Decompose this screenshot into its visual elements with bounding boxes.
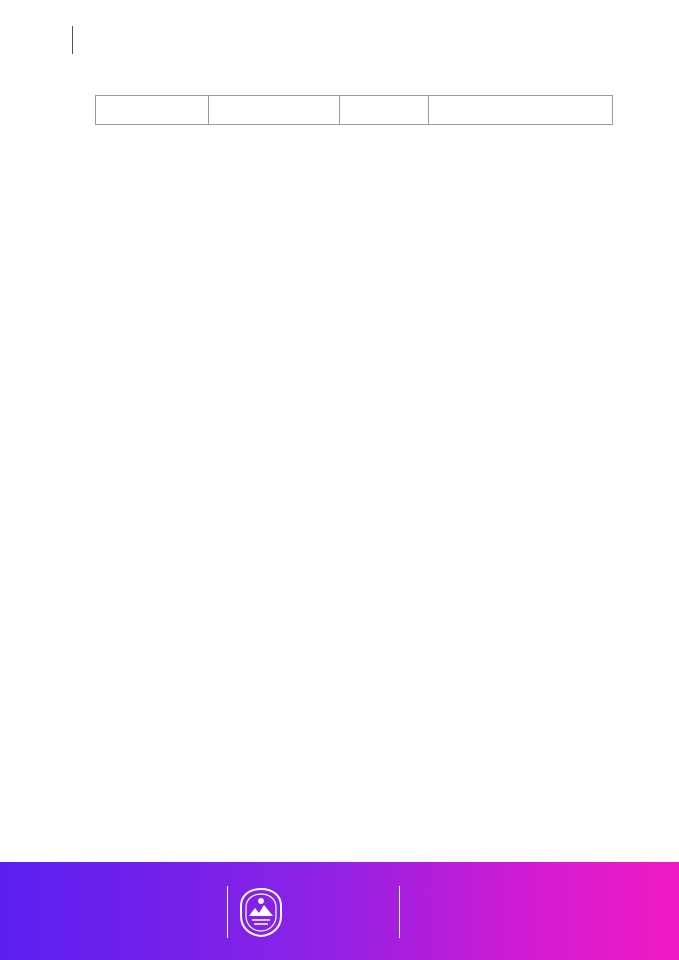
top-stripes-decoration [237, 22, 637, 58]
column-header-hora [339, 96, 429, 125]
footer-banner [0, 862, 679, 960]
footer-divider [399, 886, 400, 938]
column-header-fecha [96, 96, 209, 125]
header-divider [72, 26, 73, 54]
side-lines-decoration [22, 98, 70, 838]
footer-divider [227, 886, 228, 938]
san-luis-seal-icon [236, 886, 286, 938]
schedule-table [95, 95, 613, 125]
table-header-row [96, 96, 613, 125]
ministry-header [66, 26, 78, 56]
column-header-lugar [208, 96, 339, 125]
column-header-efectores [429, 96, 613, 125]
